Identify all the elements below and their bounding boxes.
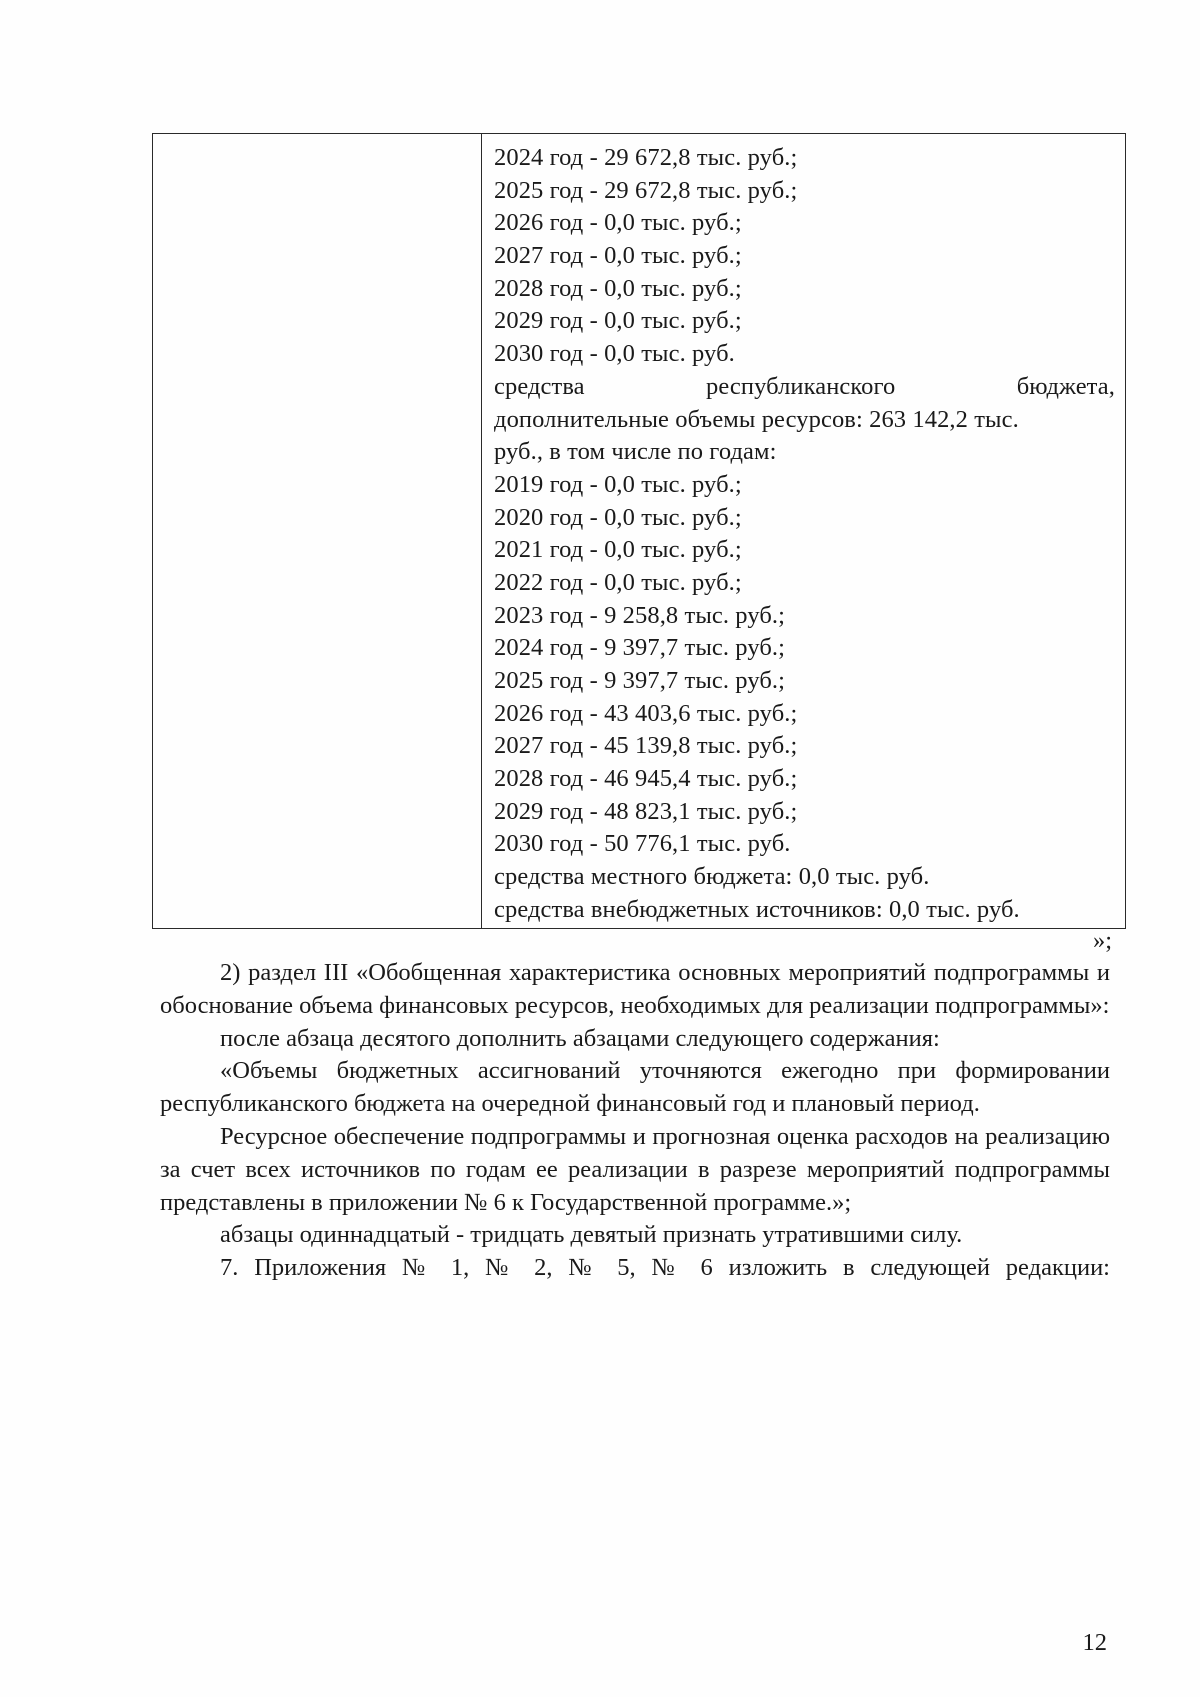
closing-quote: »; — [1092, 927, 1112, 954]
table-line: средства внебюджетных источников: 0,0 тыс. руб. — [494, 895, 1020, 923]
table-right-cell — [482, 134, 1125, 928]
table-left-cell — [153, 134, 482, 928]
table-line: 2025 год - 29 672,8 тыс. руб.; — [494, 176, 798, 204]
table-line: 2024 год - 9 397,7 тыс. руб.; — [494, 634, 786, 662]
table-line: 2023 год - 9 258,8 тыс. руб.; — [494, 601, 786, 629]
table-line: 2019 год - 0,0 тыс. руб.; — [494, 470, 742, 498]
table-line: 2028 год - 0,0 тыс. руб.; — [494, 274, 742, 302]
table-line: 2020 год - 0,0 тыс. руб.; — [494, 503, 742, 531]
page-number: 12 — [1082, 1629, 1107, 1656]
table-line: 2026 год - 43 403,6 тыс. руб.; — [494, 699, 798, 727]
table-line: 2022 год - 0,0 тыс. руб.; — [494, 568, 742, 596]
paragraph-budget-volumes: «Объемы бюджетных ассигнований уточняются ежегодно при формировании республиканского бюджета на очередной финансовый год и плановый период. — [160, 1057, 1110, 1118]
table-line: 2030 год - 50 776,1 тыс. руб. — [494, 830, 791, 858]
paragraph-appendices: 7. Приложения № 1, № 2, № 5, № 6 изложить в следующей редакции: — [220, 1254, 1110, 1282]
table-line: 2025 год - 9 397,7 тыс. руб.; — [494, 667, 786, 694]
table-line: руб., в том числе по годам: — [494, 438, 777, 466]
spread-word: бюджета, — [1016, 372, 1115, 400]
table-line: дополнительные объемы ресурсов: 263 142,2 тыс. — [494, 405, 1019, 433]
paragraph-section-iii: 2) раздел III «Обобщенная характеристика основных мероприятий подпрограммы и обоснование объема финансовых ресурсов, необходимых для реализации подпрограммы»: — [160, 959, 1110, 1019]
table-line: 2021 год - 0,0 тыс. руб.; — [494, 536, 742, 564]
table-line: средства местного бюджета: 0,0 тыс. руб. — [494, 863, 930, 891]
table-line: 2029 год - 48 823,1 тыс. руб.; — [494, 797, 798, 825]
spread-word: средства — [494, 372, 585, 400]
paragraph-after-tenth: после абзаца десятого дополнить абзацами следующего содержания: — [220, 1024, 940, 1052]
paragraph-resource-provision: Ресурсное обеспечение подпрограммы и прогнозная оценка расходов на реализацию за счет всех источников по годам ее реализации в разрезе мероприятий подпрограммы представлены в приложении № 6 к Государственной программе.»; — [160, 1122, 1110, 1216]
table-line: 2026 год - 0,0 тыс. руб.; — [494, 209, 742, 237]
table-line: 2027 год - 45 139,8 тыс. руб.; — [494, 732, 798, 760]
table-line: 2027 год - 0,0 тыс. руб.; — [494, 242, 742, 270]
table-line: 2029 год - 0,0 тыс. руб.; — [494, 307, 742, 335]
table-line: 2028 год - 46 945,4 тыс. руб.; — [494, 765, 798, 793]
table-line-republican-budget — [494, 371, 1115, 404]
funding-table — [152, 133, 1126, 929]
paragraph-repeal: абзацы одиннадцатый - тридцать девятый признать утратившими силу. — [220, 1221, 963, 1249]
table-line: 2030 год - 0,0 тыс. руб. — [494, 340, 735, 368]
body-text — [160, 957, 1110, 1285]
spread-word: республиканского — [705, 372, 896, 400]
table-line: 2024 год - 29 672,8 тыс. руб.; — [494, 144, 798, 171]
